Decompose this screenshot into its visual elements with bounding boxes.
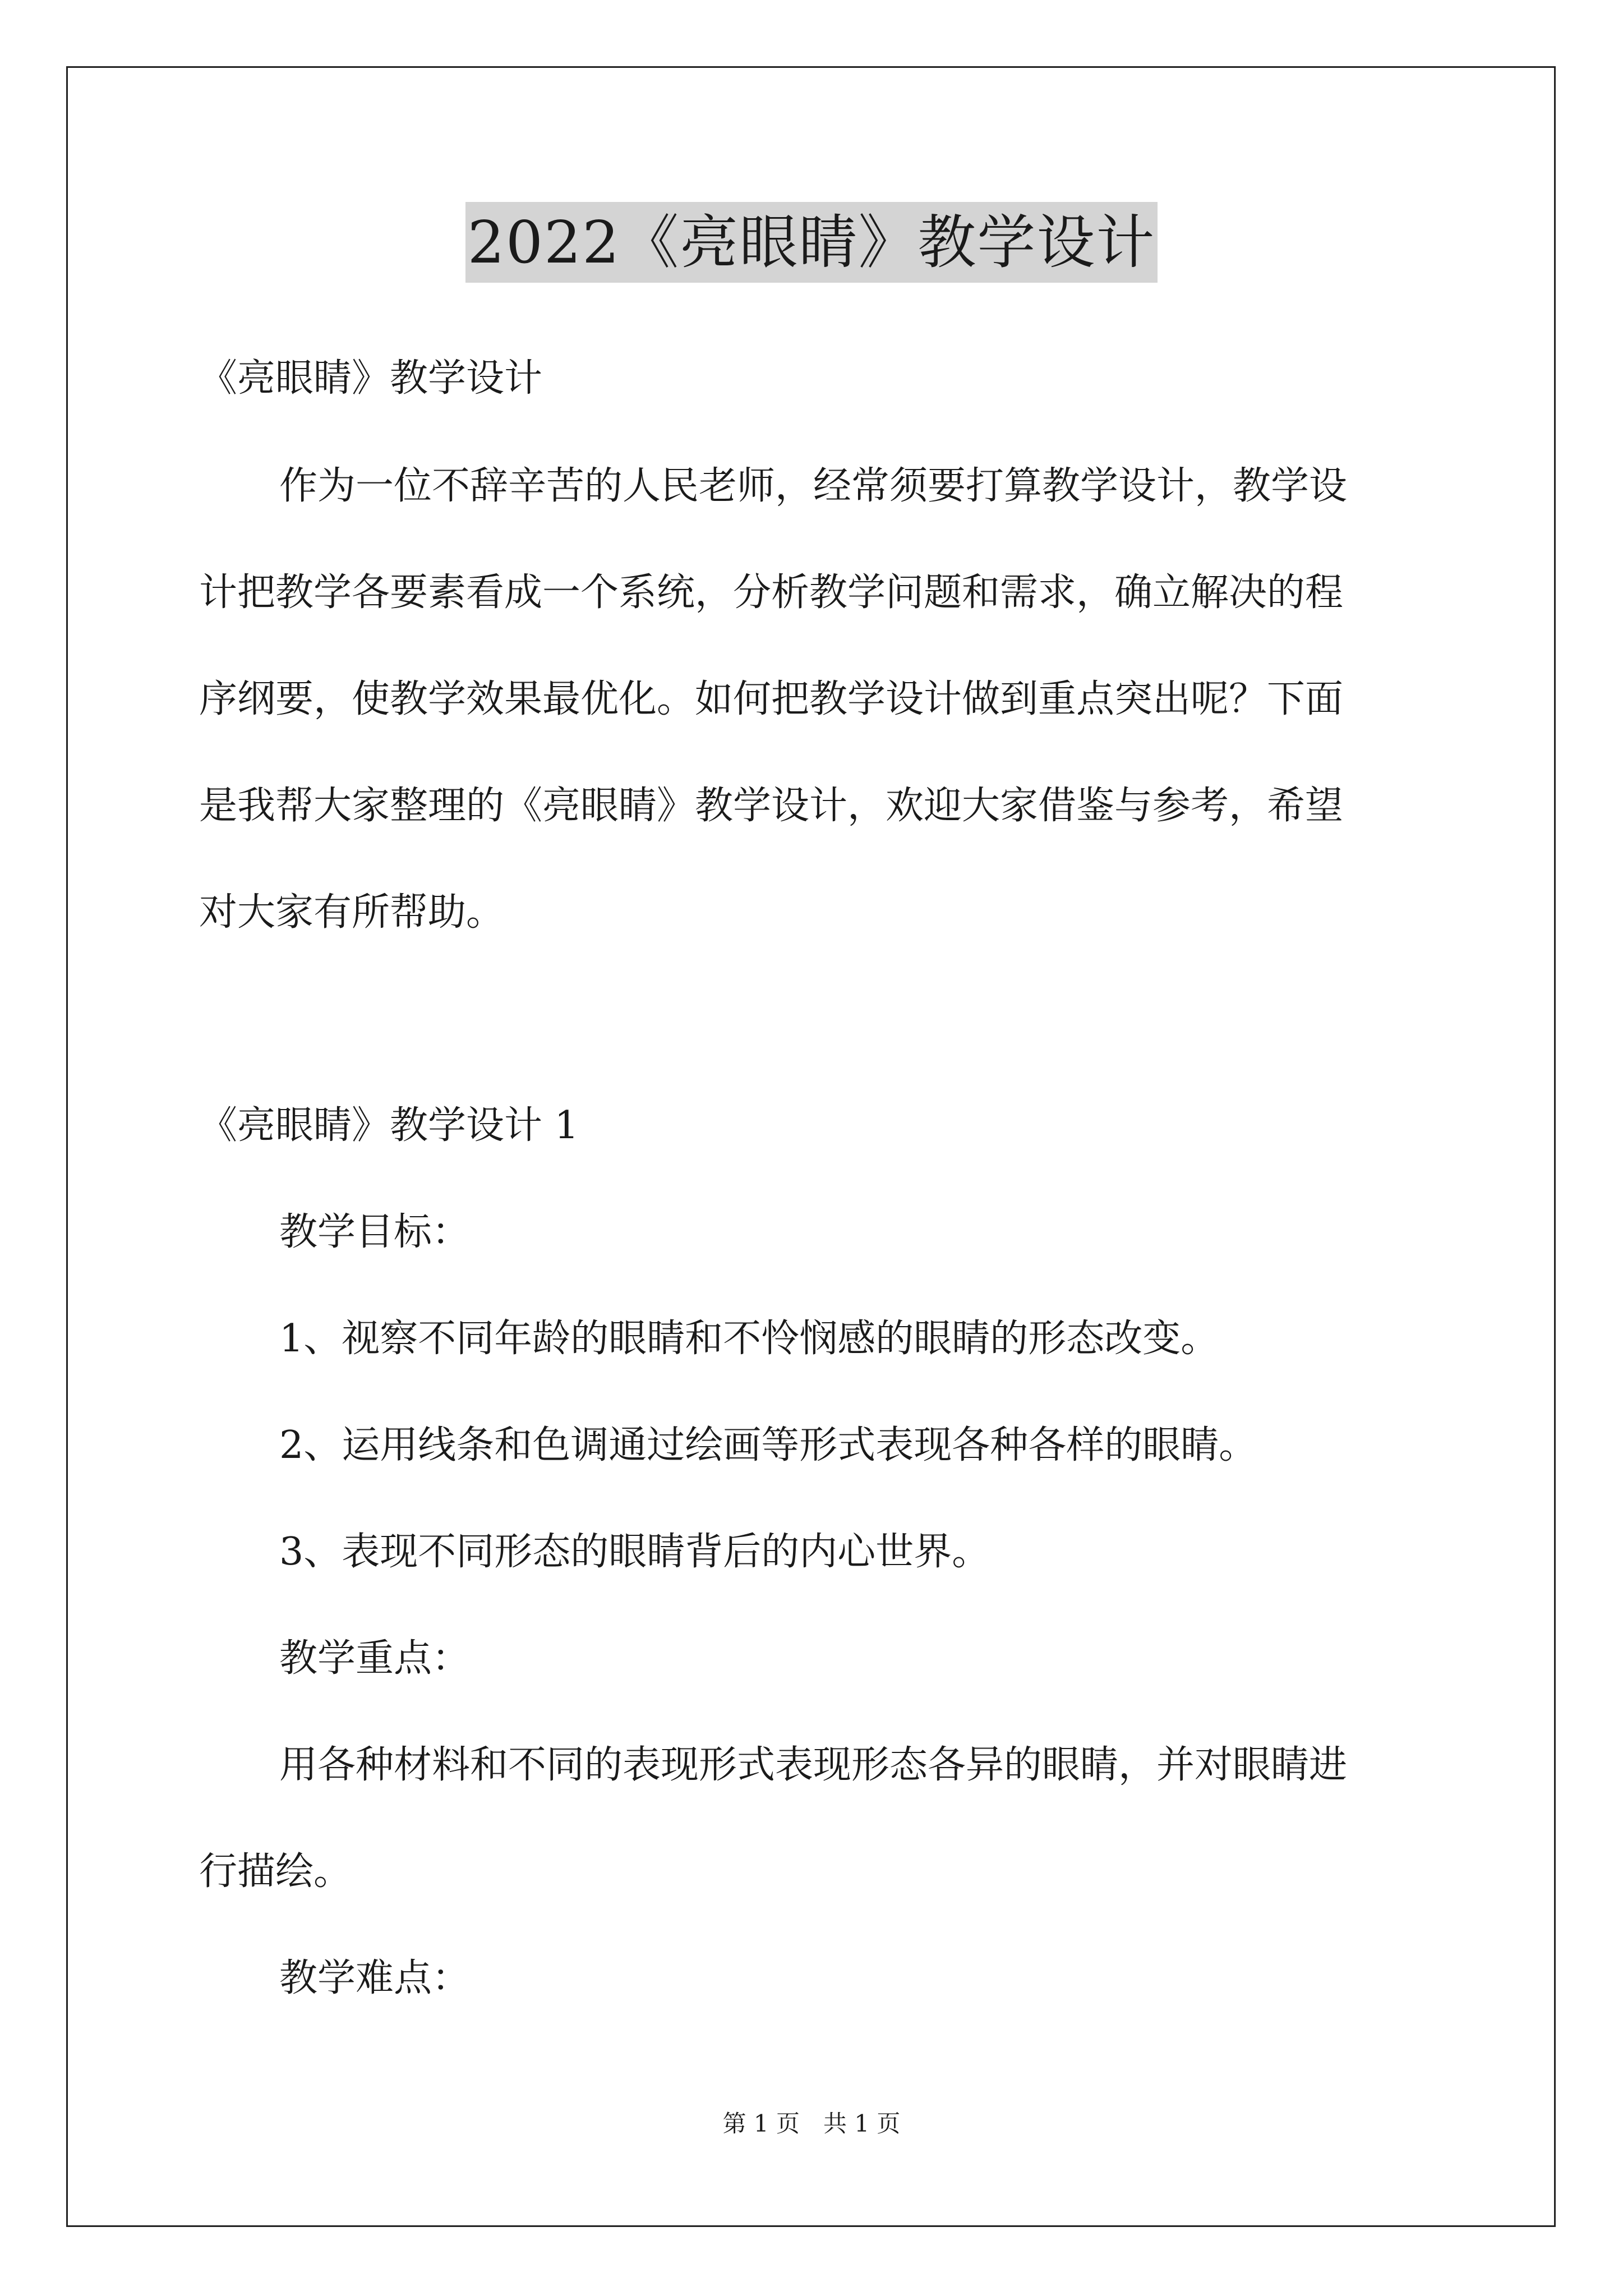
objective-item-2: 2、运用线条和色调通过绘画等形式表现各种各样的眼睛。 [279, 1423, 1257, 1467]
title-container [0, 202, 1623, 283]
objective-item-3: 3、表现不同形态的眼睛背后的内心世界。 [279, 1530, 990, 1574]
document-title: 2022《亮眼睛》教学设计 [465, 202, 1158, 283]
intro-line-1: 作为一位不辞辛苦的人民老师，经常须要打算教学设计，教学设 [279, 464, 1348, 508]
section-heading: 《亮眼睛》教学设计 1 [199, 1103, 579, 1148]
subtitle: 《亮眼睛》教学设计 [199, 356, 543, 401]
keypoint-line-1: 用各种材料和不同的表现形式表现形态各异的眼睛，并对眼睛进 [279, 1743, 1348, 1787]
difficulty-label: 教学难点： [279, 1956, 471, 2000]
objective-item-1: 1、视察不同年龄的眼睛和不怜悯感的眼睛的形态改变。 [279, 1317, 1219, 1361]
keypoint-label: 教学重点： [279, 1636, 471, 1681]
page-footer: 第 1 页 共 1 页 [722, 2110, 901, 2137]
intro-line-3: 序纲要，使教学效果最优化。如何把教学设计做到重点突出呢？下面 [199, 677, 1344, 721]
keypoint-line-2: 行描绘。 [199, 1849, 352, 1894]
objectives-label: 教学目标： [279, 1210, 471, 1254]
intro-line-5: 对大家有所帮助。 [199, 890, 505, 935]
intro-line-2: 计把教学各要素看成一个系统，分析教学问题和需求，确立解决的程 [199, 570, 1344, 615]
intro-line-4: 是我帮大家整理的《亮眼睛》教学设计，欢迎大家借鉴与参考，希望 [199, 784, 1344, 828]
